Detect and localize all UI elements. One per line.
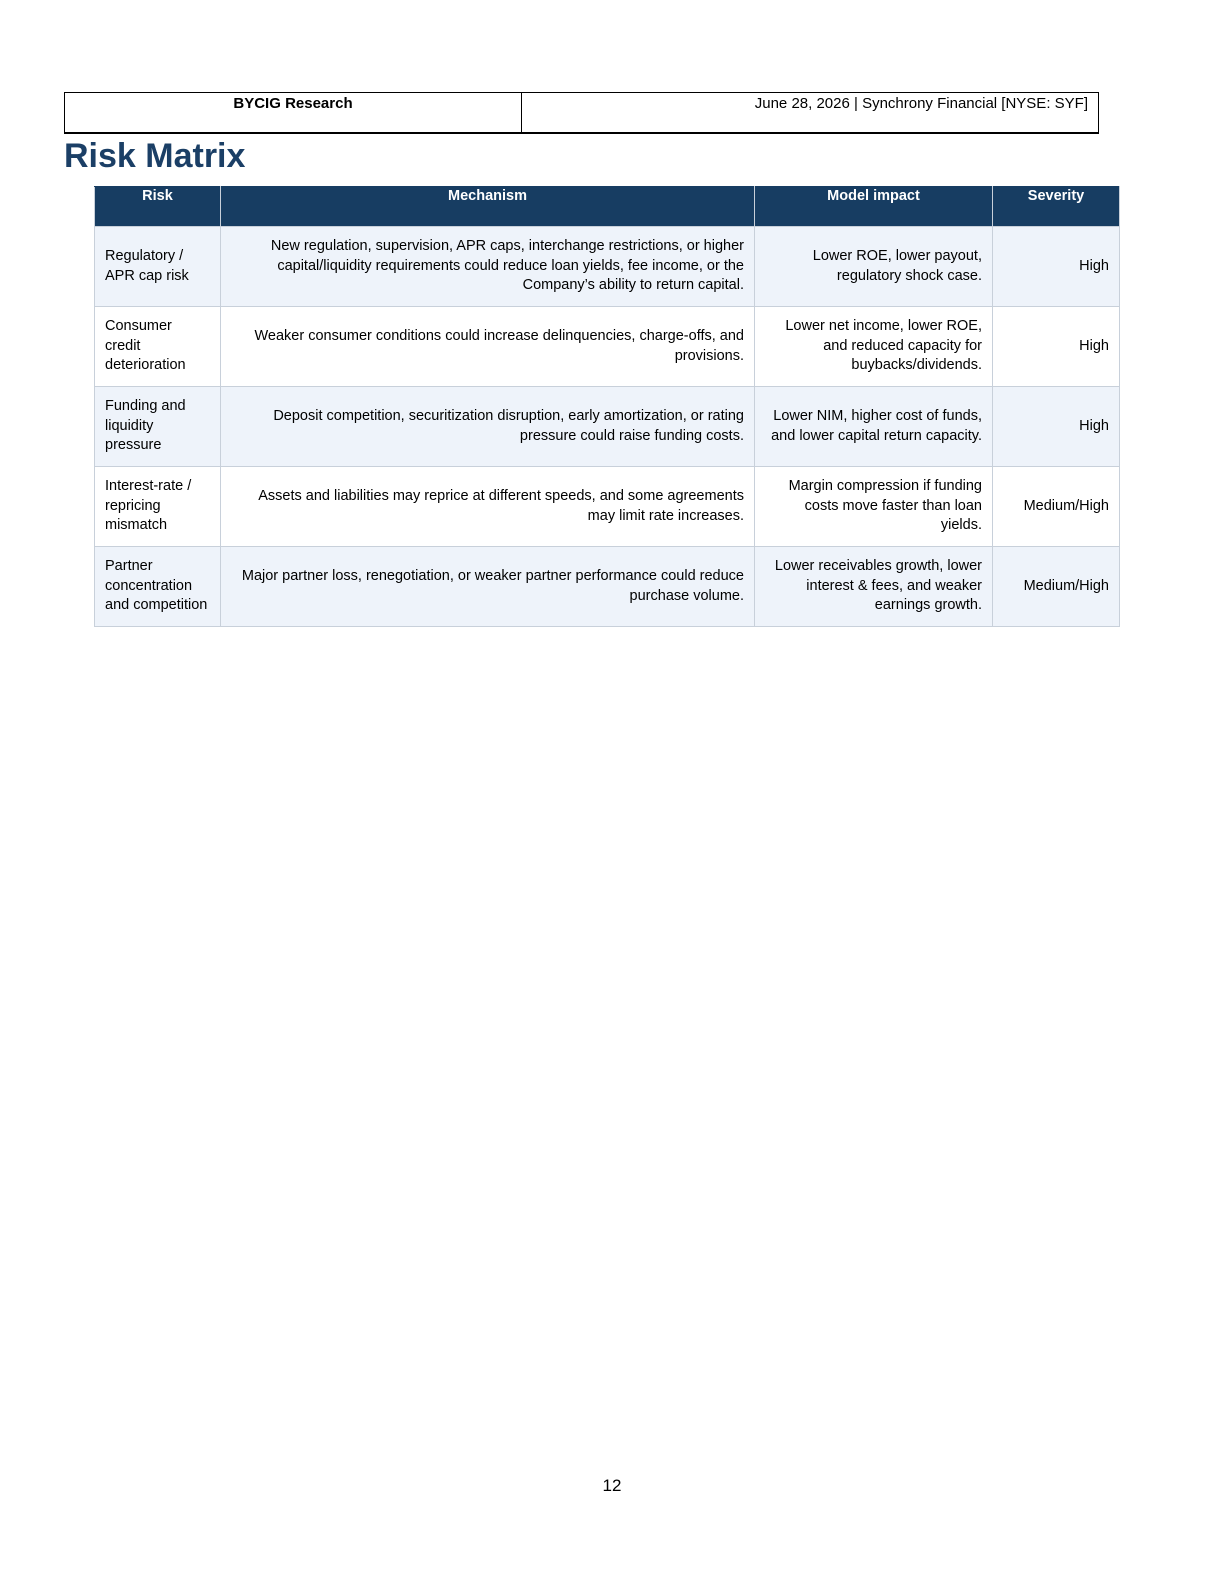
risk-cell: Partner concentration and competition: [95, 547, 221, 627]
risk-cell: Interest-rate / repricing mismatch: [95, 467, 221, 547]
header-publisher: BYCIG Research: [65, 93, 522, 132]
severity-cell: High: [993, 387, 1120, 467]
severity-cell: Medium/High: [993, 467, 1120, 547]
header-date-company: June 28, 2026 | Synchrony Financial [NYSE: SYF]: [754, 95, 1088, 112]
table-header-row: [95, 187, 1120, 227]
column-header-model-impact: Model impact: [755, 187, 993, 227]
severity-cell: High: [993, 227, 1120, 307]
column-header-severity: Severity: [993, 187, 1120, 227]
table-row: [95, 387, 1120, 467]
model-impact-cell: Lower ROE, lower payout, regulatory shock case.: [755, 227, 993, 307]
risk-cell: Consumer credit deterioration: [95, 307, 221, 387]
model-impact-cell: Lower net income, lower ROE, and reduced capacity for buybacks/dividends.: [755, 307, 993, 387]
risk-cell: Funding and liquidity pressure: [95, 387, 221, 467]
model-impact-cell: Lower NIM, higher cost of funds, and lower capital return capacity.: [755, 387, 993, 467]
mechanism-cell: Major partner loss, renegotiation, or weaker partner performance could reduce purchase volume.: [221, 547, 755, 627]
table-row: [95, 467, 1120, 547]
page-number: 12: [602, 1476, 622, 1495]
model-impact-cell: Margin compression if funding costs move faster than loan yields.: [755, 467, 993, 547]
severity-cell: Medium/High: [993, 547, 1120, 627]
column-header-risk: Risk: [95, 187, 221, 227]
risk-matrix-table: [94, 186, 1120, 627]
page-title: Risk Matrix: [64, 137, 246, 175]
running-header: [64, 92, 1099, 134]
table-row: [95, 547, 1120, 627]
mechanism-cell: Weaker consumer conditions could increase delinquencies, charge-offs, and provisions.: [221, 307, 755, 387]
table-row: [95, 227, 1120, 307]
risk-cell: Regulatory / APR cap risk: [95, 227, 221, 307]
model-impact-cell: Lower receivables growth, lower interest & fees, and weaker earnings growth.: [755, 547, 993, 627]
mechanism-cell: New regulation, supervision, APR caps, interchange restrictions, or higher capital/liquidity requirements could reduce loan yields, fee income, or the Company’s ability to return capital.: [221, 227, 755, 307]
table-row: [95, 307, 1120, 387]
mechanism-cell: Deposit competition, securitization disruption, early amortization, or rating pressure could raise funding costs.: [221, 387, 755, 467]
severity-cell: High: [993, 307, 1120, 387]
column-header-mechanism: Mechanism: [221, 187, 755, 227]
mechanism-cell: Assets and liabilities may reprice at different speeds, and some agreements may limit rate increases.: [221, 467, 755, 547]
